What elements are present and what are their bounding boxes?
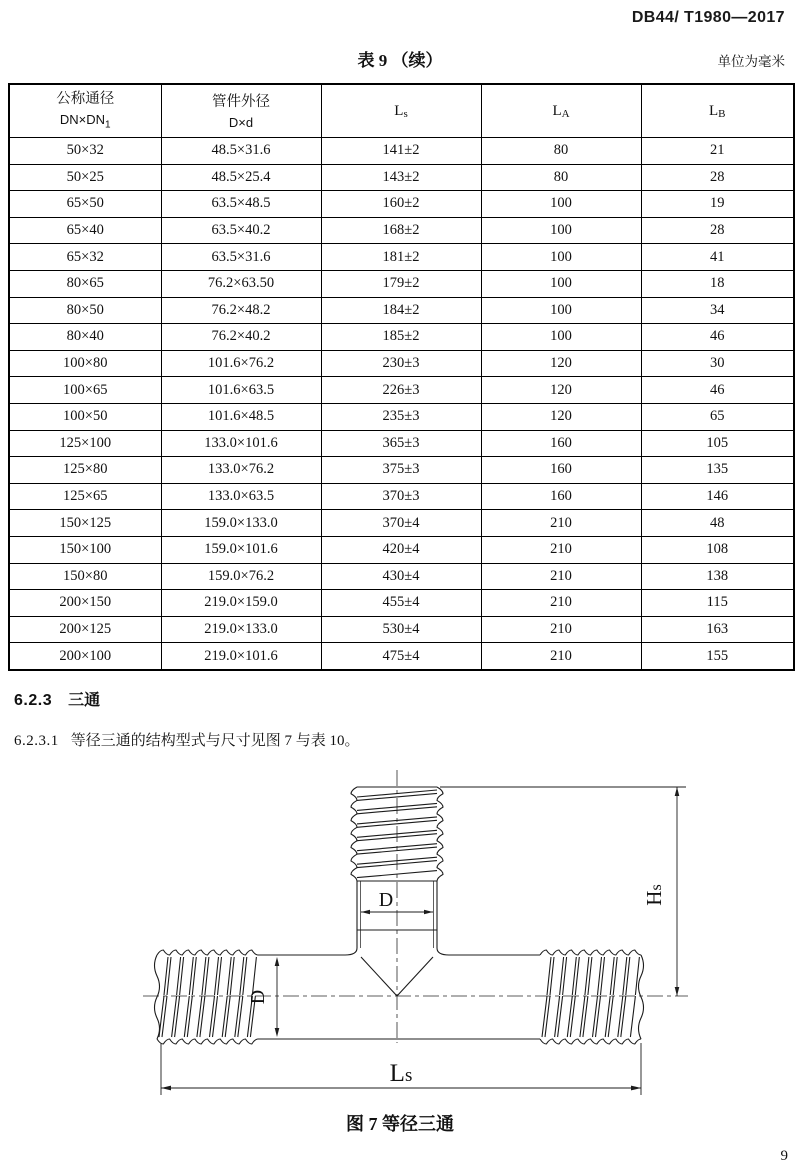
table-cell: 226±3 xyxy=(321,377,481,404)
table-cell: 100 xyxy=(481,297,641,324)
table-cell: 160±2 xyxy=(321,191,481,218)
table-cell: 100 xyxy=(481,270,641,297)
table-cell: 76.2×40.2 xyxy=(161,324,321,351)
table-row xyxy=(9,536,794,563)
table-cell: 100×80 xyxy=(9,350,161,377)
unit-note: 单位为毫米 xyxy=(717,54,785,69)
col-header-lb: LB xyxy=(641,84,794,138)
table-cell: 133.0×101.6 xyxy=(161,430,321,457)
col-header-od-sym: D×d xyxy=(228,114,254,130)
table-cell: 100×65 xyxy=(9,377,161,404)
table-cell: 200×100 xyxy=(9,643,161,670)
table-cell: 530±4 xyxy=(321,616,481,643)
col-header-od xyxy=(161,84,321,138)
doc-code: DB44/ T1980—2017 xyxy=(631,9,785,26)
table-cell: 475±4 xyxy=(321,643,481,670)
table-cell: 210 xyxy=(481,536,641,563)
table-row xyxy=(9,244,794,271)
table-row xyxy=(9,350,794,377)
table-row xyxy=(9,563,794,590)
table-row xyxy=(9,430,794,457)
centerlines xyxy=(143,770,688,1043)
table-cell: 365±3 xyxy=(321,430,481,457)
table-row xyxy=(9,590,794,617)
table-cell: 30 xyxy=(641,350,794,377)
table-cell: 76.2×48.2 xyxy=(161,297,321,324)
table-cell: 48.5×31.6 xyxy=(161,138,321,165)
table-cell: 370±3 xyxy=(321,483,481,510)
body-corrugation-ridges xyxy=(159,957,639,1037)
table-row xyxy=(9,643,794,670)
table-cell: 65×40 xyxy=(9,217,161,244)
col-header-od-cn: 管件外径 xyxy=(212,93,270,110)
table-cell: 19 xyxy=(641,191,794,218)
table-row xyxy=(9,164,794,191)
table-cell: 18 xyxy=(641,270,794,297)
section-title: 三通 xyxy=(68,692,101,709)
table-cell: 235±3 xyxy=(321,403,481,430)
table-cell: 80 xyxy=(481,138,641,165)
branch-dim-label: D xyxy=(378,889,394,911)
table-cell: 375±3 xyxy=(321,457,481,484)
table-cell: 160 xyxy=(481,430,641,457)
section-heading xyxy=(14,687,100,710)
table-cell: 159.0×101.6 xyxy=(161,536,321,563)
table-row xyxy=(9,138,794,165)
section-number: 6.2.3 xyxy=(14,692,53,709)
table-cell: 80 xyxy=(481,164,641,191)
table-cell: 133.0×63.5 xyxy=(161,483,321,510)
table-cell: 160 xyxy=(481,457,641,484)
clause-text: 等径三通的结构型式与尺寸见图 7 与表 10。 xyxy=(70,733,360,749)
table-cell: 65×32 xyxy=(9,244,161,271)
col-header-dn xyxy=(9,84,161,138)
length-dim-label: Ls xyxy=(389,1060,413,1087)
col-header-ls: Ls xyxy=(321,84,481,138)
table-cell: 455±4 xyxy=(321,590,481,617)
section-paragraph xyxy=(14,729,360,750)
table-row xyxy=(9,191,794,218)
table-cell: 430±4 xyxy=(321,563,481,590)
table-cell: 28 xyxy=(641,164,794,191)
table-cell: 65×50 xyxy=(9,191,161,218)
table-cell: 108 xyxy=(641,536,794,563)
table-cell: 163 xyxy=(641,616,794,643)
table-cell: 181±2 xyxy=(321,244,481,271)
table-cell: 28 xyxy=(641,217,794,244)
table-cell: 125×100 xyxy=(9,430,161,457)
table-cell: 120 xyxy=(481,350,641,377)
table-row xyxy=(9,324,794,351)
table-cell: 48 xyxy=(641,510,794,537)
table-row xyxy=(9,217,794,244)
table-cell: 46 xyxy=(641,324,794,351)
dimension-table xyxy=(8,83,795,671)
table-cell: 133.0×76.2 xyxy=(161,457,321,484)
table-cell: 21 xyxy=(641,138,794,165)
table-cell: 100 xyxy=(481,191,641,218)
table-cell: 41 xyxy=(641,244,794,271)
table-cell: 50×25 xyxy=(9,164,161,191)
table-cell: 143±2 xyxy=(321,164,481,191)
table-cell: 219.0×159.0 xyxy=(161,590,321,617)
table-cell: 159.0×76.2 xyxy=(161,563,321,590)
table-cell: 101.6×63.5 xyxy=(161,377,321,404)
table-row xyxy=(9,510,794,537)
table-row xyxy=(9,377,794,404)
table-cell: 135 xyxy=(641,457,794,484)
col-header-la: LA xyxy=(481,84,641,138)
table-cell: 101.6×48.5 xyxy=(161,403,321,430)
page-number: 9 xyxy=(780,1148,788,1164)
table-cell: 138 xyxy=(641,563,794,590)
table-cell: 160 xyxy=(481,483,641,510)
col-header-dn-sym: $DN\times DN_1$ xyxy=(59,111,111,131)
table-cell: 65 xyxy=(641,403,794,430)
table-cell: 210 xyxy=(481,510,641,537)
table-cell: 210 xyxy=(481,563,641,590)
table-cell: 168±2 xyxy=(321,217,481,244)
height-dim-label: Hs xyxy=(642,884,666,906)
table-cell: 146 xyxy=(641,483,794,510)
table-cell: 100×50 xyxy=(9,403,161,430)
table-cell: 63.5×48.5 xyxy=(161,191,321,218)
table-cell: 155 xyxy=(641,643,794,670)
table-header-row xyxy=(9,84,794,138)
figure-caption: 图 7 等径三通 xyxy=(346,1114,454,1134)
tee-fitting-drawing xyxy=(0,750,800,1105)
body-outline xyxy=(155,950,644,1044)
table-cell: 185±2 xyxy=(321,324,481,351)
table-cell: 210 xyxy=(481,616,641,643)
table-cell: 46 xyxy=(641,377,794,404)
table-cell: 34 xyxy=(641,297,794,324)
table-cell: 80×65 xyxy=(9,270,161,297)
table-cell: 48.5×25.4 xyxy=(161,164,321,191)
table-cell: 115 xyxy=(641,590,794,617)
table-cell: 80×50 xyxy=(9,297,161,324)
length-dimension xyxy=(161,1043,641,1095)
table-cell: 219.0×101.6 xyxy=(161,643,321,670)
table-cell: 120 xyxy=(481,377,641,404)
table-cell: 150×100 xyxy=(9,536,161,563)
table-cell: 200×150 xyxy=(9,590,161,617)
table-row xyxy=(9,297,794,324)
table-cell: 50×32 xyxy=(9,138,161,165)
table-cell: 184±2 xyxy=(321,297,481,324)
table-cell: 125×80 xyxy=(9,457,161,484)
body-dim-label: D xyxy=(247,989,269,1005)
table-row xyxy=(9,270,794,297)
table-cell: 141±2 xyxy=(321,138,481,165)
table-row xyxy=(9,403,794,430)
table-cell: 210 xyxy=(481,590,641,617)
table-cell: 120 xyxy=(481,403,641,430)
table-row xyxy=(9,616,794,643)
table-cell: 150×125 xyxy=(9,510,161,537)
table-cell: 179±2 xyxy=(321,270,481,297)
table-cell: 105 xyxy=(641,430,794,457)
col-header-dn-cn: 公称通径 xyxy=(56,90,115,107)
clause-number: 6.2.3.1 xyxy=(14,733,59,749)
table-row xyxy=(9,483,794,510)
table-cell: 210 xyxy=(481,643,641,670)
table-cell: 100 xyxy=(481,324,641,351)
table-cell: 80×40 xyxy=(9,324,161,351)
table-cell: 150×80 xyxy=(9,563,161,590)
table-cell: 63.5×40.2 xyxy=(161,217,321,244)
table-row xyxy=(9,457,794,484)
table-cell: 125×65 xyxy=(9,483,161,510)
table-cell: 63.5×31.6 xyxy=(161,244,321,271)
table-cell: 76.2×63.50 xyxy=(161,270,321,297)
table-cell: 370±4 xyxy=(321,510,481,537)
table-cell: 100 xyxy=(481,217,641,244)
table-cell: 100 xyxy=(481,244,641,271)
table-cell: 200×125 xyxy=(9,616,161,643)
table-cell: 230±3 xyxy=(321,350,481,377)
table-cell: 420±4 xyxy=(321,536,481,563)
table-cell: 219.0×133.0 xyxy=(161,616,321,643)
table-cell: 159.0×133.0 xyxy=(161,510,321,537)
table-title: 表 9 （续） xyxy=(357,51,443,70)
table-cell: 101.6×76.2 xyxy=(161,350,321,377)
